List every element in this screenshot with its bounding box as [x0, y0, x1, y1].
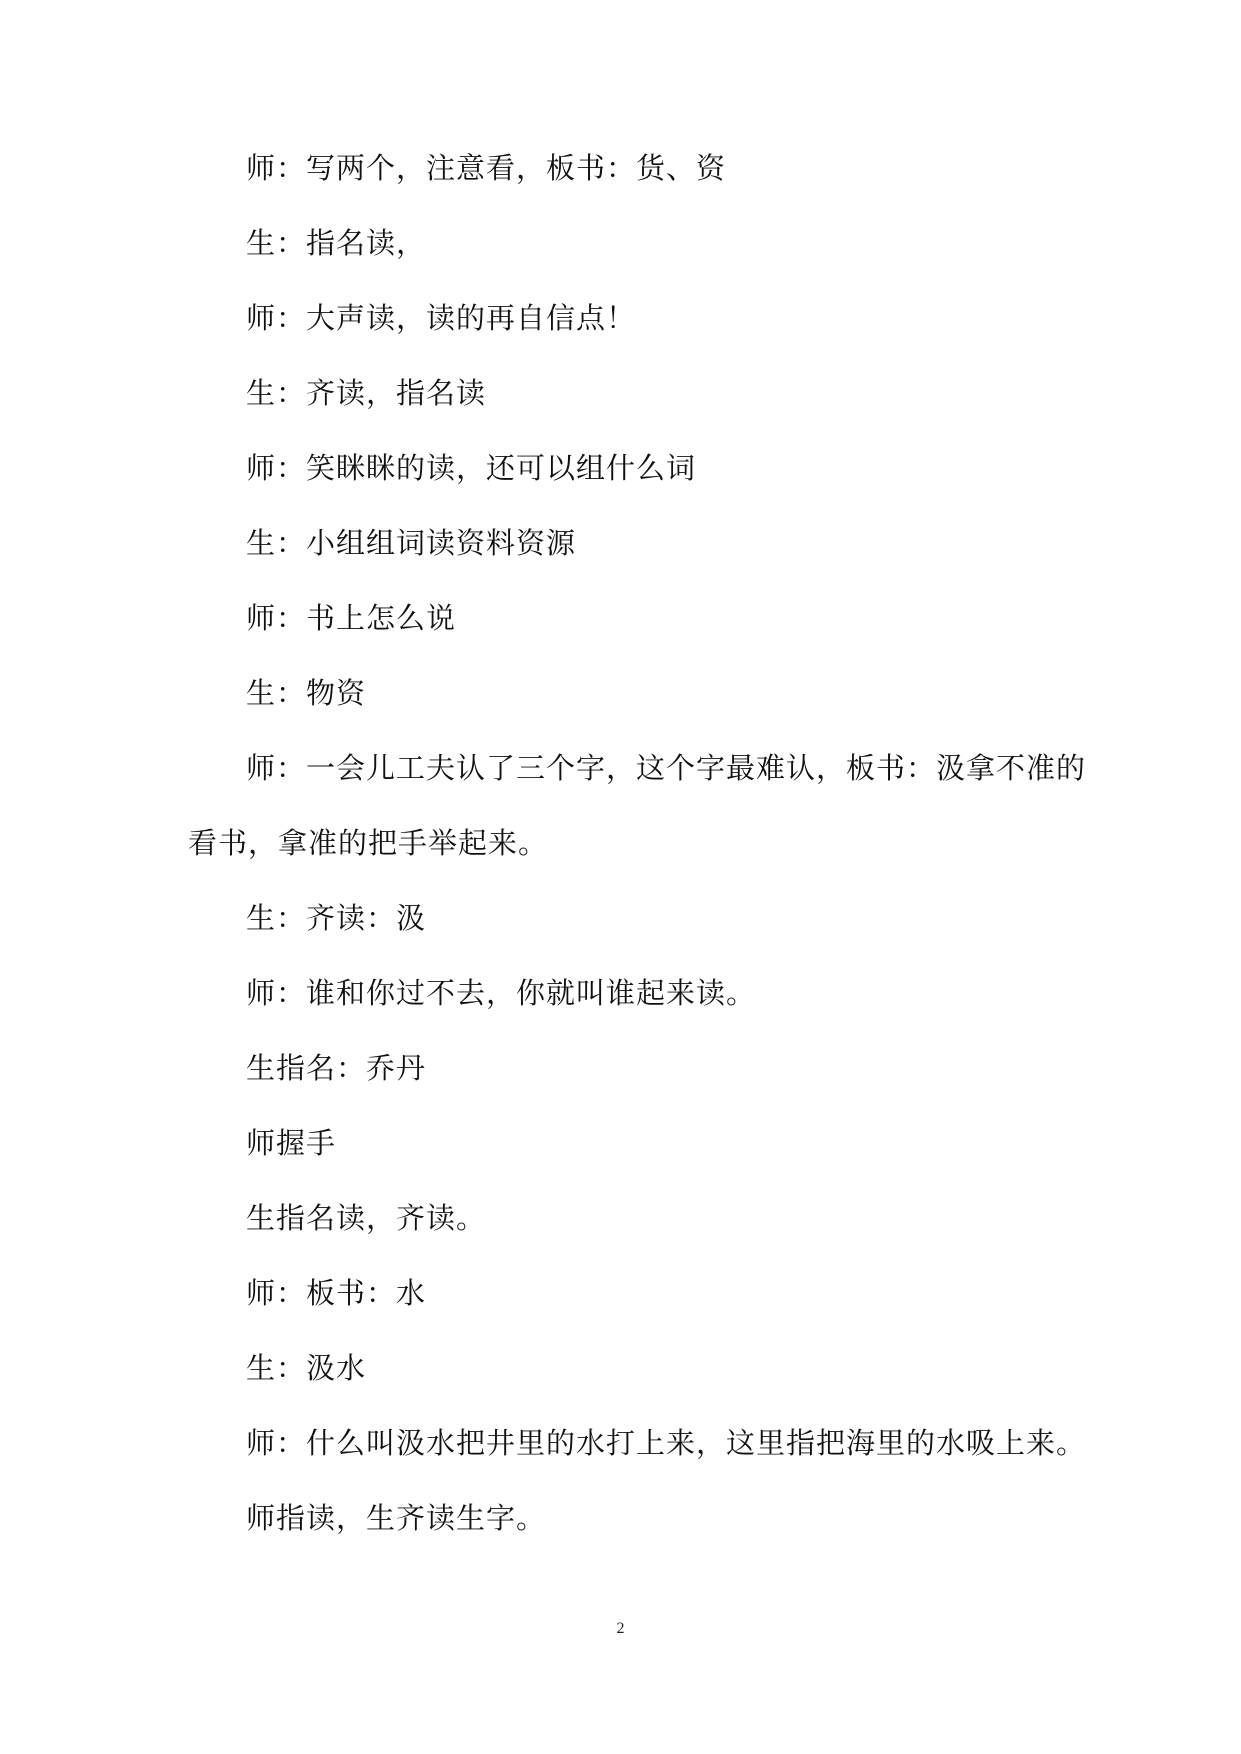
text-line: 生：齐读：汲: [246, 901, 427, 935]
text-line: 师：一会儿工夫认了三个字，这个字最难认，板书：汲拿不准的: [246, 751, 1087, 785]
text-line: 生：齐读，指名读: [246, 376, 487, 410]
text-line-continuation: 看书，拿准的把手举起来。: [188, 826, 549, 860]
text-line: 师：笑眯眯的读，还可以组什么词: [246, 451, 697, 485]
page-number: 2: [616, 1620, 625, 1637]
text-line: 生指名读，齐读。: [246, 1201, 487, 1235]
text-line: 师：写两个，注意看，板书：货、资: [246, 151, 727, 185]
text-line: 师：什么叫汲水把井里的水打上来，这里指把海里的水吸上来。: [246, 1426, 1087, 1460]
text-line: 师握手: [246, 1126, 337, 1160]
text-line: 师：大声读，读的再自信点！: [246, 301, 637, 335]
text-line: 师：书上怎么说: [246, 601, 457, 635]
text-line: 师：板书：水: [246, 1276, 427, 1310]
text-line: 生指名：乔丹: [246, 1051, 427, 1085]
text-line: 师：谁和你过不去，你就叫谁起来读。: [246, 976, 757, 1010]
text-line: 生：小组组词读资料资源: [246, 526, 577, 560]
text-line: 生：物资: [246, 676, 367, 710]
text-line: 生：汲水: [246, 1351, 367, 1385]
text-line: 师指读，生齐读生字。: [246, 1501, 547, 1535]
text-line: 生：指名读，: [246, 226, 427, 260]
